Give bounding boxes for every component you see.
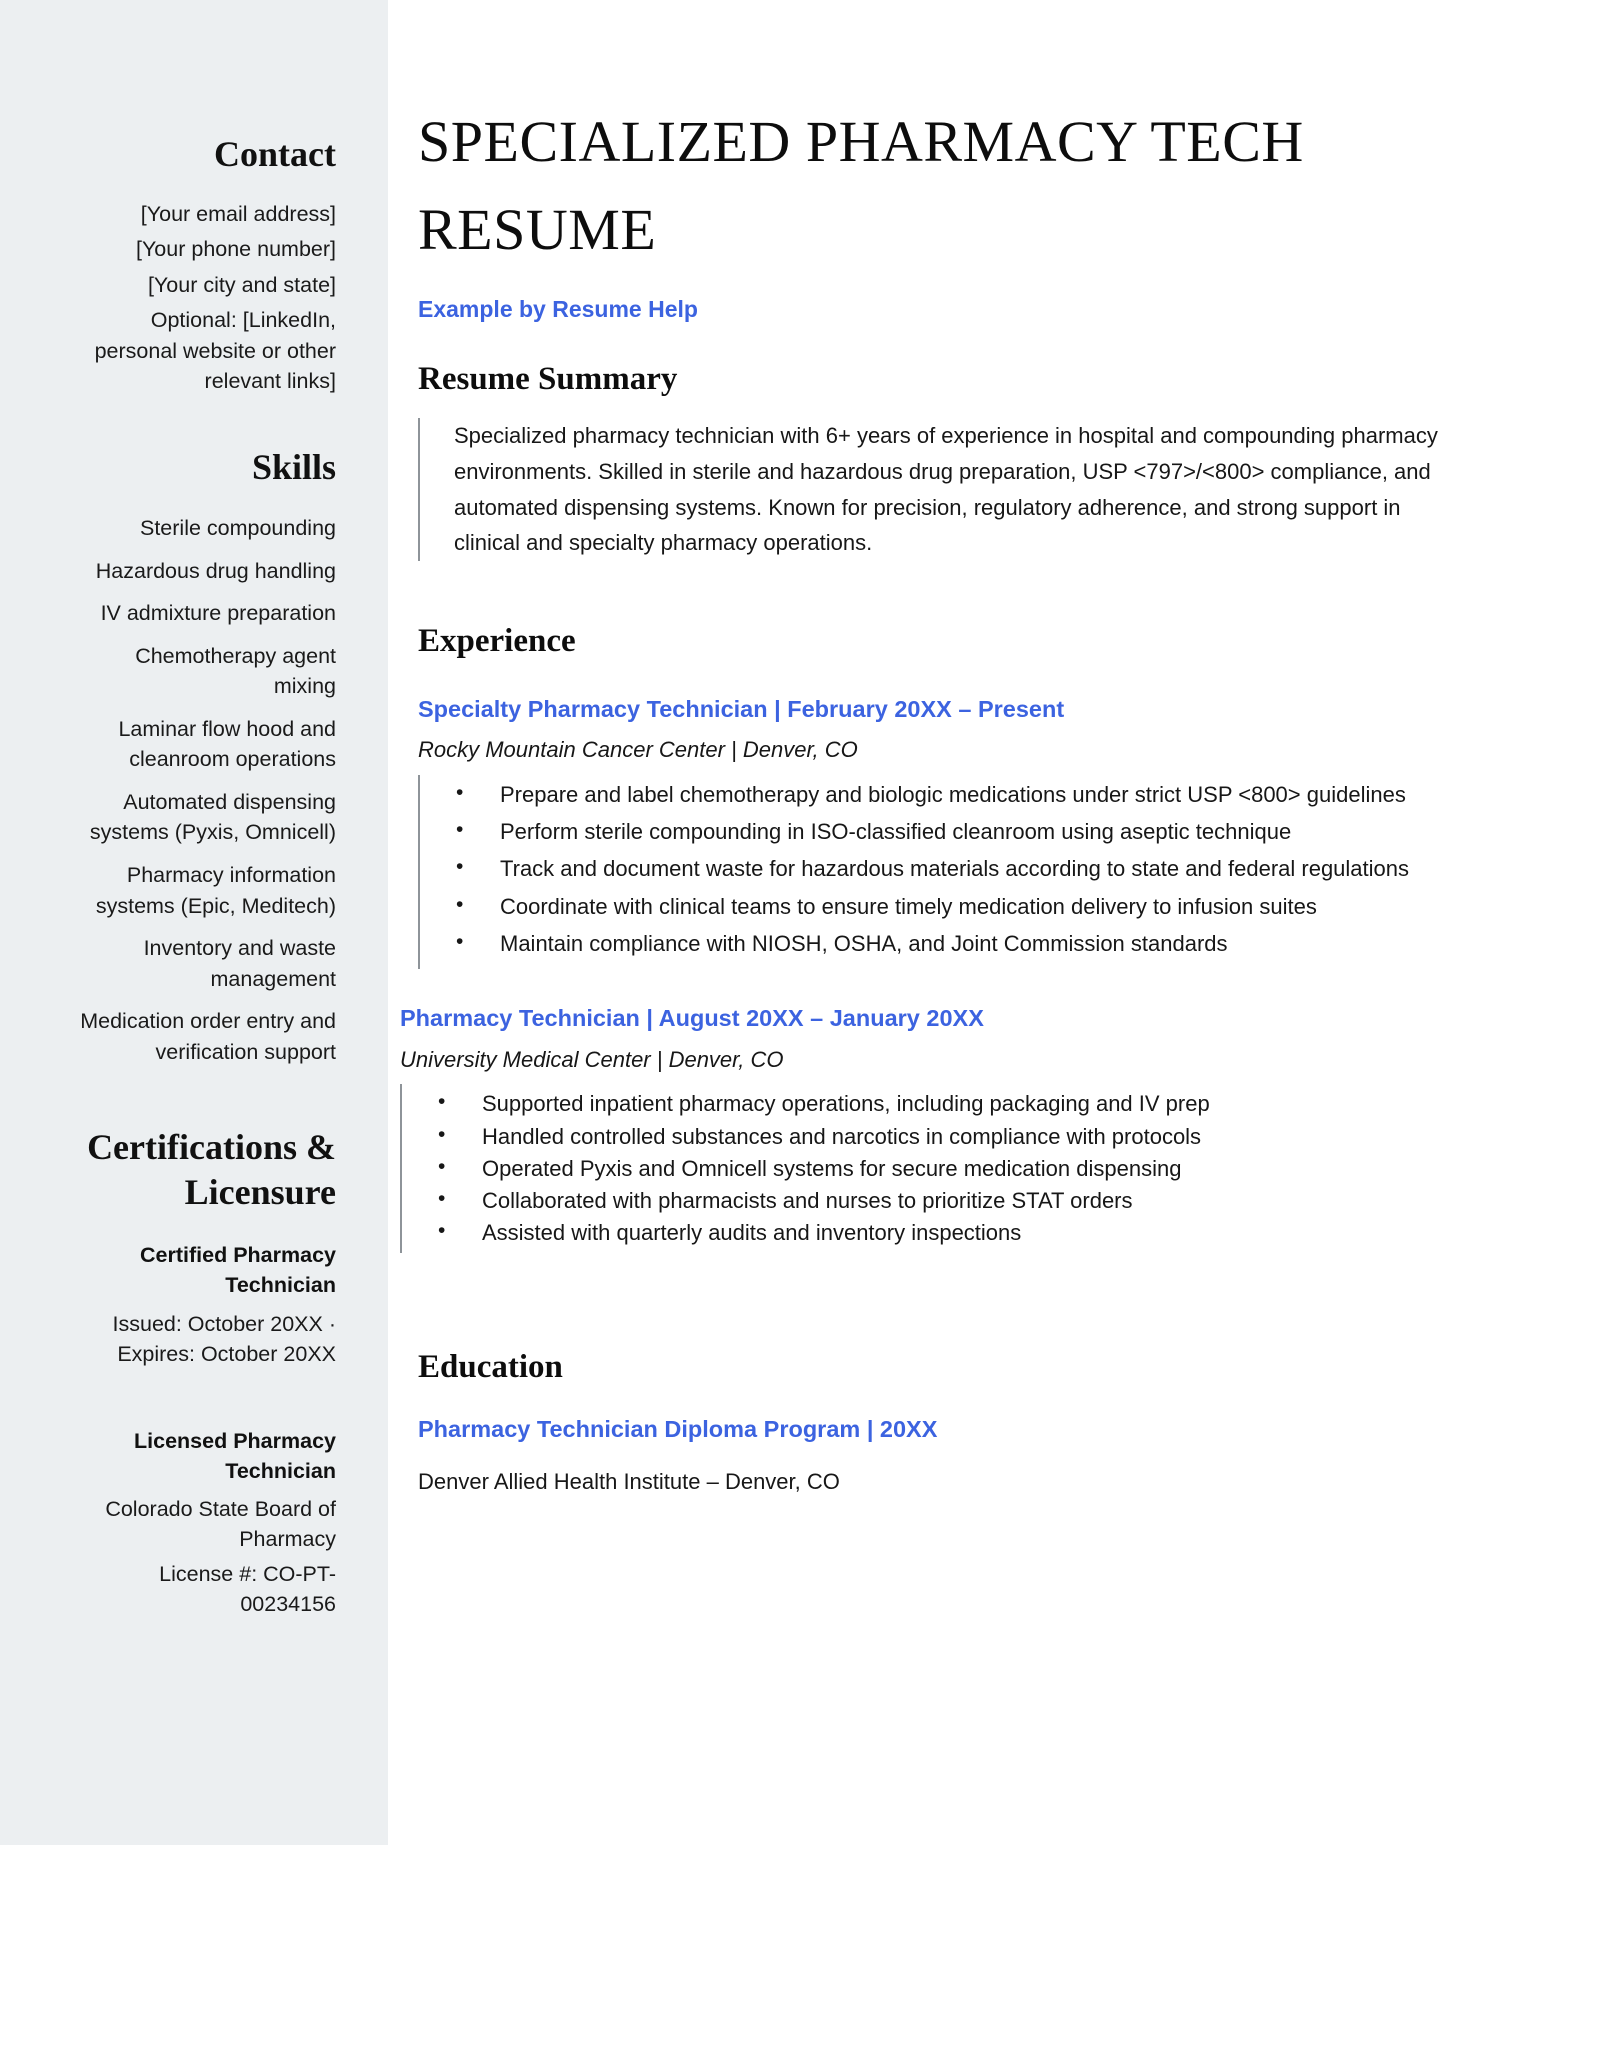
experience-heading: Experience bbox=[418, 622, 576, 659]
summary-block bbox=[418, 418, 1470, 561]
contact-phone: [Your phone number] bbox=[135, 237, 336, 262]
job-bullet: • Assisted with quarterly audits and inventory inspections bbox=[402, 1217, 1470, 1248]
skills-list bbox=[68, 513, 336, 1067]
certification-item bbox=[68, 1240, 336, 1369]
job-bullets bbox=[418, 775, 1470, 969]
certification-name: Certified Pharmacy Technician bbox=[140, 1243, 336, 1298]
job-bullets bbox=[400, 1084, 1470, 1253]
job-bullet: • Handled controlled substances and narcotics in compliance with protocols bbox=[402, 1121, 1470, 1152]
education-school: Denver Allied Health Institute – Denver, CO bbox=[418, 1469, 840, 1495]
skill-item: Inventory and waste management bbox=[143, 936, 336, 991]
education-heading: Education bbox=[418, 1349, 563, 1386]
job-bullet: • Operated Pyxis and Omnicell systems for secure medication dispensing bbox=[402, 1153, 1470, 1184]
main-content bbox=[388, 0, 1600, 2071]
certifications-heading: Certifications & Licensure bbox=[87, 1127, 336, 1212]
job-bullet: • Coordinate with clinical teams to ensure timely medication delivery to infusion suites bbox=[420, 891, 1470, 922]
education-program: Pharmacy Technician Diploma Program | 20XX bbox=[418, 1416, 938, 1443]
job-bullet: • Supported inpatient pharmacy operations, including packaging and IV prep bbox=[402, 1088, 1470, 1119]
contact-location: [Your city and state] bbox=[147, 272, 336, 297]
skill-item: Pharmacy information systems (Epic, Meditech) bbox=[95, 862, 336, 918]
summary-text: Specialized pharmacy technician with 6+ years of experience in hospital and compounding pharmacy environments. Skilled in sterile and hazardous drug preparation, USP <797>/<800> compliance, and automated dispensing systems. Known for precision, regulatory adherence, and strong support in clinical and specialty pharmacy operations. bbox=[454, 423, 1438, 556]
job-bullet: • Perform sterile compounding in ISO-classified cleanroom using aseptic technique bbox=[420, 816, 1470, 847]
certification-dates: Issued: October 20XX · Expires: October 20XX bbox=[112, 1311, 336, 1367]
job-bullet: • Maintain compliance with NIOSH, OSHA, and Joint Commission standards bbox=[420, 928, 1470, 959]
skill-item: Chemotherapy agent mixing bbox=[135, 643, 336, 699]
job-bullet: • Track and document waste for hazardous materials according to state and federal regulations bbox=[420, 853, 1470, 884]
contact-list bbox=[68, 199, 336, 397]
skill-item: Hazardous drug handling bbox=[95, 558, 336, 583]
contact-links: Optional: [LinkedIn, personal website or other relevant links] bbox=[94, 308, 336, 394]
skill-item: Sterile compounding bbox=[139, 516, 336, 541]
license-authority: Colorado State Board of Pharmacy bbox=[105, 1496, 336, 1552]
byline: Example by Resume Help bbox=[418, 296, 698, 323]
education-entry bbox=[418, 1416, 1470, 1495]
contact-email: [Your email address] bbox=[140, 201, 336, 226]
job-bullet: • Prepare and label chemotherapy and biologic medications under strict USP <800> guidelines bbox=[420, 779, 1470, 810]
contact-heading: Contact bbox=[214, 134, 336, 174]
job-employer: University Medical Center | Denver, CO bbox=[400, 1046, 784, 1072]
sidebar bbox=[0, 0, 388, 1845]
summary-heading: Resume Summary bbox=[418, 361, 678, 398]
job-title: Specialty Pharmacy Technician | February 20XX – Present bbox=[418, 695, 1065, 722]
experience-entry bbox=[400, 1003, 1470, 1253]
skill-item: IV admixture preparation bbox=[100, 601, 336, 626]
license-number: License #: CO-PT-00234156 bbox=[159, 1561, 336, 1617]
skill-item: Laminar flow hood and cleanroom operations bbox=[118, 716, 336, 772]
skill-item: Automated dispensing systems (Pyxis, Omnicell) bbox=[89, 789, 336, 845]
job-title: Pharmacy Technician | August 20XX – January 20XX bbox=[400, 1005, 984, 1032]
skill-item: Medication order entry and verification support bbox=[80, 1009, 336, 1064]
experience-entry bbox=[418, 694, 1470, 969]
skills-heading: Skills bbox=[251, 446, 336, 487]
certification-item bbox=[68, 1426, 336, 1620]
job-employer: Rocky Mountain Cancer Center | Denver, CO bbox=[418, 737, 858, 763]
license-name: Licensed Pharmacy Technician bbox=[134, 1428, 336, 1483]
job-bullet: • Collaborated with pharmacists and nurses to prioritize STAT orders bbox=[402, 1185, 1470, 1216]
page-title: SPECIALIZED PHARMACY TECH RESUME bbox=[418, 109, 1304, 263]
